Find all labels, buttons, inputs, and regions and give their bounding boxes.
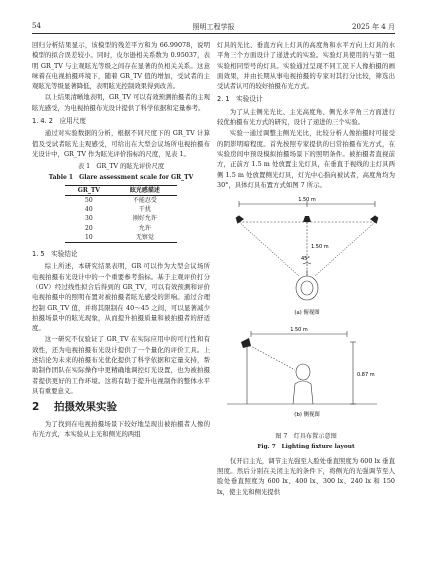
table-cell: 30 xyxy=(85,215,93,223)
head-inner xyxy=(301,281,313,295)
table-cell: 不能忍受 xyxy=(132,197,157,205)
table-cell: 干扰 xyxy=(138,206,151,214)
lighting-layout-figure xyxy=(217,192,395,430)
issue-date: 2025 年 4 月 xyxy=(352,23,395,31)
page-header xyxy=(32,20,395,32)
right-column xyxy=(217,40,395,498)
table-cell: 50 xyxy=(85,197,93,205)
table-row xyxy=(65,196,177,206)
subsection-heading: 1. 4. 2 应用尺度 xyxy=(32,117,86,126)
view-label: (a) 俯视图 xyxy=(294,310,320,317)
page-number: 54 xyxy=(32,22,41,30)
figure-caption-en: Fig. 7 Lighting fixture layout xyxy=(257,444,355,451)
paragraph: 为了找到在电视拍摄场景下较好地呈现出被拍摄者人像的布光方式，本实验从主光和侧光的两组 xyxy=(32,419,210,438)
table-cell: 10 xyxy=(65,233,113,243)
section-title: 拍摄效果实验 xyxy=(54,401,117,414)
section-heading xyxy=(32,402,210,412)
subsection-heading: 1. 5 实验结论 xyxy=(32,250,78,259)
lamp-icon xyxy=(241,338,251,348)
paragraph: 灯具的光比、垂直方向上灯具的高度角和水平方向上灯具的水平角三个方面设计了递进式的实验。实验灯具使用的与第一组实验相同型号的灯具。实验通过呈现不同工况下人像拍摄的画面效果，并由长期从事电视拍摄的专家对其打分比较，筛选出受试者认可的较好拍摄布光方式。 xyxy=(217,41,395,91)
table-cell: 40 xyxy=(85,206,93,214)
paragraph: 综上所述，本研究结果表明，GR 可以作为大型会议场所电视拍摄布光设计中的一个重要参考指标。基于主观评价打分（GV）经过线性拟合后得到的 GR_TV，可以有效预测和评价电视拍摄中的照明布置对被拍摄者眩光感受的影响。通过合理控制 GR_TV 值，并将其限制在 40～45 之间，可以显著减少拍摄场景中的眩光现象，从而提升拍摄质量和被拍摄者的舒适度。 xyxy=(32,262,210,333)
beam-line xyxy=(247,344,295,370)
paragraph: 为了从主侧光光比、主光高度角、侧光水平角三方面进行较优拍摄布光方式的研究，设计了递进的三个实验。 xyxy=(217,107,395,127)
lamp-icon xyxy=(370,214,380,224)
table-row xyxy=(65,205,177,214)
dimension-label: 1.50 m xyxy=(311,244,329,251)
lamp-icon xyxy=(303,216,311,222)
figure-drawing xyxy=(217,192,395,430)
table-row xyxy=(65,233,177,243)
paragraph: 回归分析结果显示，该模型的残差平方和为 66.99078，说明模型的拟合误差较小。同时，皮尔逊相关系数为 0.95037，表明 GR_TV 与主观眩光等级之间存在显著的负相关关系。这意味着在电视拍摄环境下，随着 GR_TV 值的增加，受试者的主观眩光等级显著降低，表明眩光控制效果得到改善。 xyxy=(32,41,210,91)
subsection-heading: 2. 1 实验设计 xyxy=(217,95,263,104)
paragraph: 这一研究不仅验证了 GR_TV 在实际应用中的可行性和有效性，还为电视拍摄布光设计提供了一个量化的评价工具。上述结论为未来的拍摄布光优化提供了科学依据和定量支持，帮助制作团队在实际操作中更精确地调控灯光设置，也为被拍摄者提供更好的工作环境。这将有助于提升电视制作的整体水平具有重要意义。 xyxy=(32,335,210,395)
journal-name: 照明工程学报 xyxy=(192,23,235,31)
paragraph: 以上结果清晰地表明，GR_TV 可以有效预测拍摄者的主观眩光感受，为电视拍摄布光设计提供了科学依据和定量参考。 xyxy=(32,93,210,112)
angle-label: 45° xyxy=(301,256,310,263)
table-cell: 刚好允许 xyxy=(132,215,157,223)
dimension-label: 1.50 m xyxy=(290,327,308,334)
header-rule xyxy=(32,33,395,34)
table-cell: 无察觉 xyxy=(113,233,177,243)
paragraph: 实验一通过调整主侧光光比，比较分析人像拍摄时可接受的阴影明暗程度。首先按照专家提供的日常拍摄布光方式，在实验房间中预设模拟拍摄场景下的照明条件。被拍摄者直视前方，正前方 1.5 m 处放置主光灯具，在垂直于视线的主灯具两侧 1.5 m 处放置侧光灯具，灯光中心指向被试者，高度角均为 30°，具体灯具布置方式如图 7 所示。 xyxy=(217,129,395,189)
paragraph: 仅开启主光，调节主光强至人脸处垂直照度为 600 lx 垂直照度。然后分别在关闭主光的条件下，将侧光的光强调节至人脸处垂直照度为 600 lx、400 lx、300 lx、240 lx 和 150 lx，使主光和侧光提供 xyxy=(217,456,395,496)
head-outline xyxy=(296,276,318,300)
dimension-label: 0.87 m xyxy=(357,372,375,379)
beam-line xyxy=(239,222,299,276)
table-header: 眩光感描述 xyxy=(113,185,177,195)
body-outline xyxy=(293,381,313,404)
table-header: GR_TV xyxy=(65,185,113,195)
top-view xyxy=(239,201,375,300)
lamp-icon xyxy=(234,214,244,224)
table-cell: 20 xyxy=(85,224,93,232)
left-column xyxy=(32,40,210,440)
table-cell: 允许 xyxy=(138,224,151,232)
table-caption-en: Table 1 Glare assessment scale for GR_TV xyxy=(48,173,194,181)
table-row xyxy=(65,224,177,233)
table-row xyxy=(65,214,177,223)
figure-caption-cn: 图 7 灯具布置示意图 xyxy=(275,433,337,441)
section-number: 2 xyxy=(32,401,40,414)
view-label: (b) 侧视图 xyxy=(294,412,320,419)
table-caption-cn: 表 1 GR_TV 的眩光评价尺度 xyxy=(77,163,165,171)
angle-arc xyxy=(303,263,311,264)
paragraph: 通过对实验数据的分析，根据不同尺度下的 GR_TV 计算值及受试者眩光主观感受，可给出在大型会议场所电视拍摄布光设计中，GR_TV 作为眩光评价指标的尺度，见表 1。 xyxy=(32,129,210,158)
dimension-label: 1.50 m xyxy=(298,197,316,204)
glare-scale-table xyxy=(65,185,177,243)
head-outline xyxy=(296,364,310,380)
